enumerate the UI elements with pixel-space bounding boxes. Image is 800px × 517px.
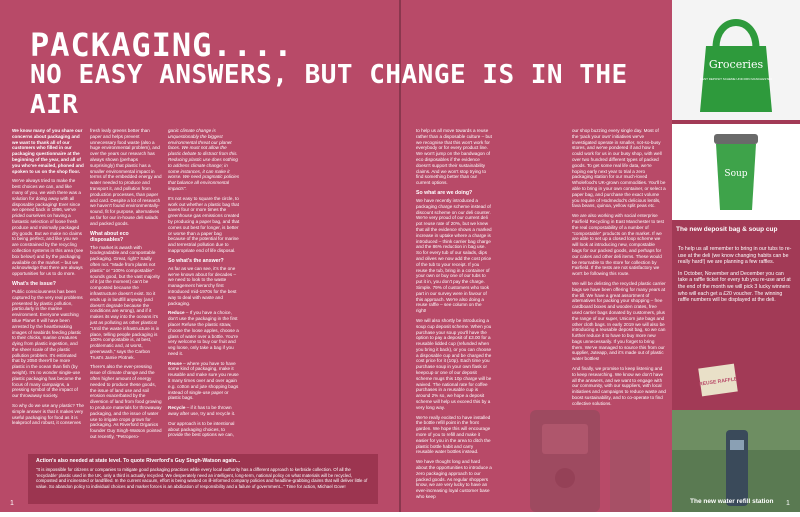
body-paragraph: We have thought long and hard about the opportunities to introduce a zero packaging approach to our packed goods. As regular shoppers know, we are very lucky to have an ever-increasing loyal customer base who keep	[416, 459, 492, 500]
section-heading: So what are we doing?	[416, 189, 473, 196]
headline	[30, 26, 650, 120]
page-number-left: 1	[10, 500, 14, 507]
body-paragraph: We will also shortly be introducing a soup cup deposit scheme. When you purchase your soup you'll have the option to pay a deposit of £3.00 for a reusable lidded cup (refunded when you bring it back), or you can choose a disposable cup and be charged the cost price for it (10p). Each time you purchase soup in your own flask or keepcup or one of our deposit scheme mugs this 10p charge will be waived. The national rate for coffee purchases in a reusable cup is around 2% so, we hope a deposit scheme will help us exceed this by a very long way.	[416, 317, 492, 410]
quote-heading: Action's also needed at state level. To quote Riverford's Guy Singh-Watson again...	[36, 458, 241, 464]
recycle-text: – if it has to be thrown away after use, try and recycle it.	[168, 405, 236, 417]
raffle-info	[678, 246, 794, 309]
headline-line-1: PACKAGING....	[30, 26, 294, 64]
reduce-text: – If you have a choice, don't use the packaging in the first place! Refuse the plastic straw, choose the loose apples, choose a glass of water over a bottle. You're very welcome to buy our fruit and veg loose, only take a bag if you need it.	[168, 310, 239, 356]
reuse-text: – where you have to have some kind of packaging, make it reusable and make sure you reuse it many times over and over again e.g. cotton and jute shopping bags instead of single-use paper or plastic bags.	[168, 360, 239, 401]
reduce-paragraph	[168, 310, 240, 356]
body-paragraph: Public consciousness has been captured by the very real problems presented by plastic pollution, particularly in the marine environment. Everyone watching Blue Planet II will have been arrested by the heartbreaking images of seabirds feeding plastic to their chicks, marine creatures dying from plastic ingestion, and the sheer scale of the plastic pollution problem. It's estimated that by 2050 there'll be more plastic in the ocean than fish (by weight). It's no wonder single-use plastic packaging has become the focus of many campaigns, a pressing symbol of the impact of our throwaway society.	[12, 288, 83, 399]
quote-paragraph: ganic climate change is unquestionably the biggest environmental threat our planet faces. We must not allow the plastic debate to distract from this. Reducing plastic use does nothing to address climate change; in some instances, it can make it worse. We need pragmatic policies that balance all environmental impacts".	[168, 128, 240, 191]
section-heading: What's the issue?	[12, 280, 56, 287]
body-paragraph: We will be delisting the recycled plastic carrier bags we have been offering for many years at the till. We have a great assortment of alternatives for packing your shopping – free cardboard boxes and wooden crates, free used carrier bags donated by customers, plus the range of our super, Unicorn jute bags and other cloth bags. In early 2019 we will also be introducing a reusable deposit bag, so we can further reduce it to have to buy more new bags unnecessarily. If you forget to bring them. We've managed to source this from our supplier, Juteapp, and it's made out of plastic water bottles!	[572, 280, 666, 362]
body-paragraph: We are also working with social enterprise Fairfield Recycling in East Manchester to test the real compostability of a number of "compostable" products on the market. If we are able to set up a closed loop scheme we will look at introducing new, compostable bags for our packed goods, and perhaps for our cakes and other deli items. These would be returnable to the store for collection by Fairfield. If the tests are not satisfactory we won't be following this route.	[572, 213, 664, 277]
page-number-right: 1	[786, 500, 790, 507]
body-paragraph: And finally, we promise to keep listening and to keep researching. We know we don't have all the answers, and we want to engage with our community, with our suppliers, with local initiatives and campaigns to reduce waste and boost sustainability, and to co-operate to find collective solutions.	[572, 366, 666, 406]
photo-caption-bag-cup: The new deposit bag & soup cup	[676, 226, 778, 233]
raffle-ticket-text: REUSE RAFFLE	[698, 376, 738, 388]
photo-caption-refill: The new water refill station	[690, 498, 774, 505]
soup-cup-photo	[672, 124, 800, 220]
body-paragraph: We're really excited to have installed the bottle refill point in the front garden. We hope this will encourage more of you to refill and make it easier for you in the area to ditch the plastic bottle habit and carry reusable water bottles instead.	[416, 414, 491, 455]
intro-paragraph: We know many of you share our concerns about packaging and we want to thank all of our customers who filled in our packaging questionnaire at the beginning of the year, and all of you who've emailed, phoned and spoken to us on the shop floor.	[12, 128, 84, 174]
headline-line-2: NO EASY ANSWERS, BUT CHANGE IS IN THE AIR	[30, 60, 628, 120]
section-heading: So what's the answer?	[168, 257, 224, 264]
body-paragraph: The market is awash with biodegradable and compostable packaging. Great, right? Sadly often not. "Made from plants not plastic" or "100% compostable" sounds good, but the vast majority of it (at the moment) can't be composted because the infrastructure doesn't exist. So it ends up in landfill anyway (and doesn't degrade because the conditions are wrong), and if it makes its way into the oceans it's just as polluting as other plastics! "Until the waste infrastructure is in place, telling people packaging is 100% compostable is, at best, problematic and, at worst, greenwash," says the Carbon Trust's Jamie Plotnek.	[90, 244, 160, 360]
body-paragraph: It's not easy to square the circle, to work out whether a plastic bag that saves four or more times the greenhouse gas emissions created by producing a paper bag, and that comes out best for longer, is better or worse than a paper bag because of the potential for marine and terrestrial pollution due to inappropriate end of life disposal.	[168, 195, 240, 253]
refill-bin-photo	[470, 400, 670, 512]
body-paragraph: There's also the ever-pressing issue of climate change and the often higher amount of energy needed to produce these goods, the issue of land use and soil erosion exacerbated by the diversion of land from food growing to produce materials for throwaway packaging, and the issue of water use to irrigate crops grown for packaging. As Riverford Organics founder Guy Singh-Watson pointed out recently, "Petropero-	[90, 364, 162, 440]
bag-label-top: Groceries	[708, 58, 764, 71]
reduce-term: Reduce	[168, 310, 185, 316]
body-paragraph: to help us all move towards a reuse rather than a disposable culture – but we recognise that this won't work for everybody or for every product line. We won't jump on the bandwagon of eco disposables if the evidence doesn't support their sustainability claims. And we won't stop trying to find something better than our current options.	[416, 128, 492, 186]
body-paragraph: So why do we use any plastic? The simple answer is that it makes very useful packaging for food as it is leakproof and robust, it conserves	[12, 403, 84, 426]
body-paragraph: We have recently introduced a packaging charge scheme instead of discount scheme on our deli counter. We're very proud of our current deli pot reuse rate of 20%, but we knew that all the evidence shows a marked increase in uptake where a charge is introduced – think carrier bag charge and the 86% reduction in bag use. So for every tub of our salads, dips and olives we now add the cost price of the tub to your receipt. If you reuse the tub, bring in a container of your own or buy one of our tubs to put it in, you don't pay the charge. Simple. 79% of customers who took part in our survey were in favour of this approach. We're also doing a reuse raffle – see column on the right!	[416, 197, 492, 314]
quote-text: "It is impossible for citizens or companies to mitigate good packaging practices while every local authority has a different approach to kerbside collection. Of all the 'recyclable' plastic used in the UK, only a third is actually recycled. We desperately need an intelligent, long-term, national policy on what materials will be recycled, composted and incinerated or landfilled. In the current vacuum, effort is being wasted on ill-informed company policies and headline-grabbing claims that will deliver little of value. So abandon policy to individual choices and market forces is an abdication of responsibility and a failure of government..." Time for action, Michael Gove!	[36, 467, 368, 489]
recycle-term: Recycle	[168, 405, 186, 411]
reuse-term: Reuse	[168, 360, 182, 366]
body-paragraph: As far as we can see, it's the one we've known about for decades – we need to look to the waste management hierarchy first introduced mid-1970s for the best way to deal with waste and packaging.	[168, 265, 237, 306]
raffle-ticket-image	[696, 360, 740, 400]
body-paragraph: Our approach is to be intentional about packaging choices, to provide the best options we can,	[168, 420, 235, 438]
article-column-2	[90, 128, 162, 450]
section-heading: What about eco disposables?	[90, 230, 129, 243]
bag-label-bottom: RENT DEPOSIT SCHEME UNICORN MANCHESTER	[699, 77, 773, 81]
body-paragraph: fresh leafy greens better than paper and helps prevent unnecessary food waste (also a huge environmental problem), and over the years our research has always shown (perhaps surprisingly) that plastic has a smaller environmental impact in terms of the embedded energy and water needed to produce and transport it, and pollution from production processes, than paper and card. Despite a lot of research we haven't found environmentally-sound, fit for purpose, alternatives as far for our in-house deli salads and packed goods.	[90, 128, 162, 226]
deposit-bag-photo	[672, 0, 800, 120]
water-refill-photo	[672, 410, 800, 512]
recycle-paragraph	[168, 405, 240, 417]
quote-box	[28, 454, 378, 504]
body-paragraph: We've always tried to make the best choices we can, and like many of you, we wish there was a solution for doing away with all disposable packaging! Ever since we opened back in 1996, we've prided ourselves on having a fantastic selection of loose fresh produce and minimally packaged dry goods. But we make no claims to being perfect, and like you we are constrained by the recycling collection systems in this area (see box below!) and by the packaging available on the market – but we acknowledge that there are always opportunities for us to do more.	[12, 178, 84, 277]
article-column-1	[12, 128, 84, 450]
body-paragraph: our shop buzzing every single day. Most of the 'pack your own' initiatives we've investigated operate in smaller, not-so-busy stores, and we've pondered if and how it could work for us in our busy shop, with well over two hundred different types of packed goods. To get some real life data, we're hoping early next year to trial a zero packaging station for our much-loved Wholefood's UK-grown commodities. You'll be able to bring in your own container, or select a paper bag, and purchase the exact volume you require of Hodmedod's delicious lentils, fava beans, quinoa, yellow split peas etc.	[572, 128, 666, 209]
raffle-paragraph-1: To help us all remember to bring in our tubs to re-use at the deli (we know changing habits can be really hard!) we are planning a few raffles.	[678, 246, 792, 266]
raffle-paragraph-2: In October, November and December you can take a raffle ticket for every tub you re-use and at the end of the month we will pick 3 lucky winners who will each get a £20 voucher. The winning raffle numbers will be displayed at the deli.	[678, 270, 791, 304]
article-column-3	[168, 128, 240, 450]
reuse-paragraph	[168, 361, 240, 402]
cup-label: Soup	[724, 169, 748, 179]
